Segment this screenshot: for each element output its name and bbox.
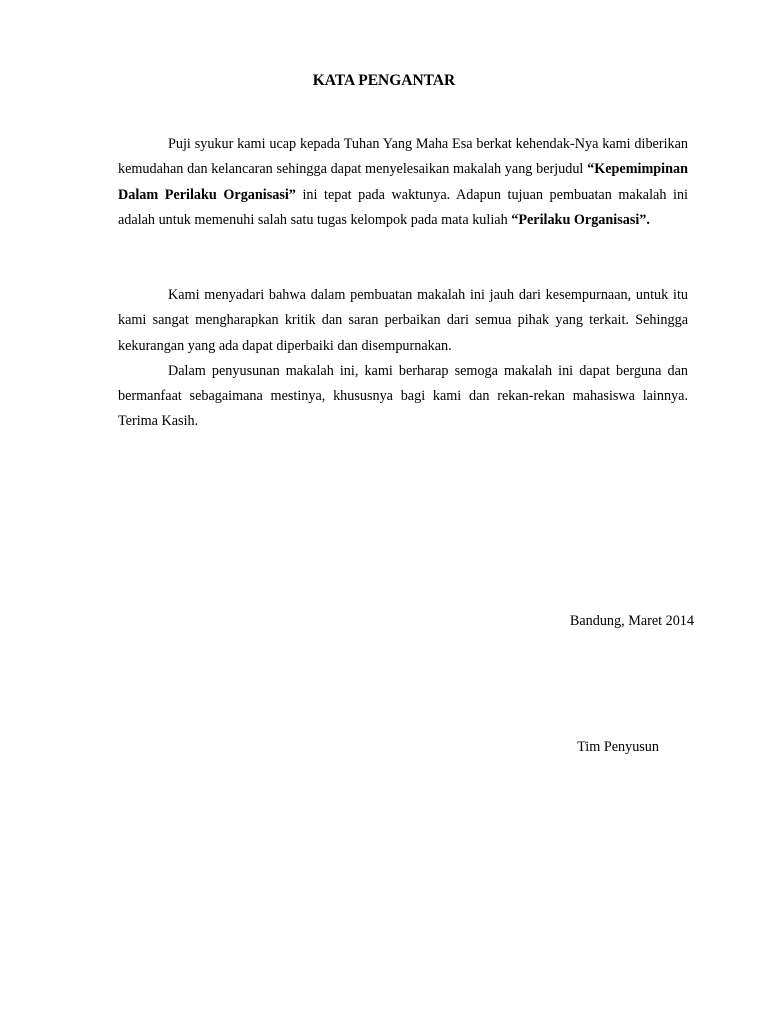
paragraph-intro-text-2: ini tepat pada waktunya. Adapun tujuan pembuatan makalah ini adalah untuk memenuhi salah satu tugas kelompok pada mata kuliah bbox=[118, 186, 688, 228]
place-date: Bandung, Maret 2014 bbox=[569, 613, 694, 629]
paragraph-block-1 bbox=[118, 132, 688, 233]
course-name-bold: “Perilaku Organisasi”. bbox=[511, 211, 650, 228]
paper-title-bold: “Kepemimpinan Dalam Perilaku Organisasi” bbox=[118, 161, 688, 203]
paragraph-awareness: Kami menyadari bahwa dalam pembuatan makalah ini jauh dari kesempurnaan, untuk itu kami sangat mengharapkan kritik dan saran perbaikan dari semua pihak yang terkait. Sehingga kekurangan yang ada dapat diperbaiki dan disempurnakan. bbox=[118, 287, 688, 354]
signature: Tim Penyusun bbox=[577, 739, 659, 755]
page-title: KATA PENGANTAR bbox=[312, 72, 456, 89]
paragraph-intro bbox=[118, 132, 688, 233]
paragraph-closing: Dalam penyusunan makalah ini, kami berharap semoga makalah ini dapat berguna dan bermanfaat sebagaimana mestinya, khususnya bagi kami dan rekan-rekan mahasiswa lainnya. Terima Kasih. bbox=[118, 362, 688, 430]
paragraph-block-2 bbox=[118, 283, 688, 435]
paragraph-intro-text-1: Puji syukur kami ucap kepada Tuhan Yang Maha Esa berkat kehendak-Nya kami diberikan kemudahan dan kelancaran sehingga dapat menyelesaikan makalah yang berjudul bbox=[118, 136, 688, 178]
